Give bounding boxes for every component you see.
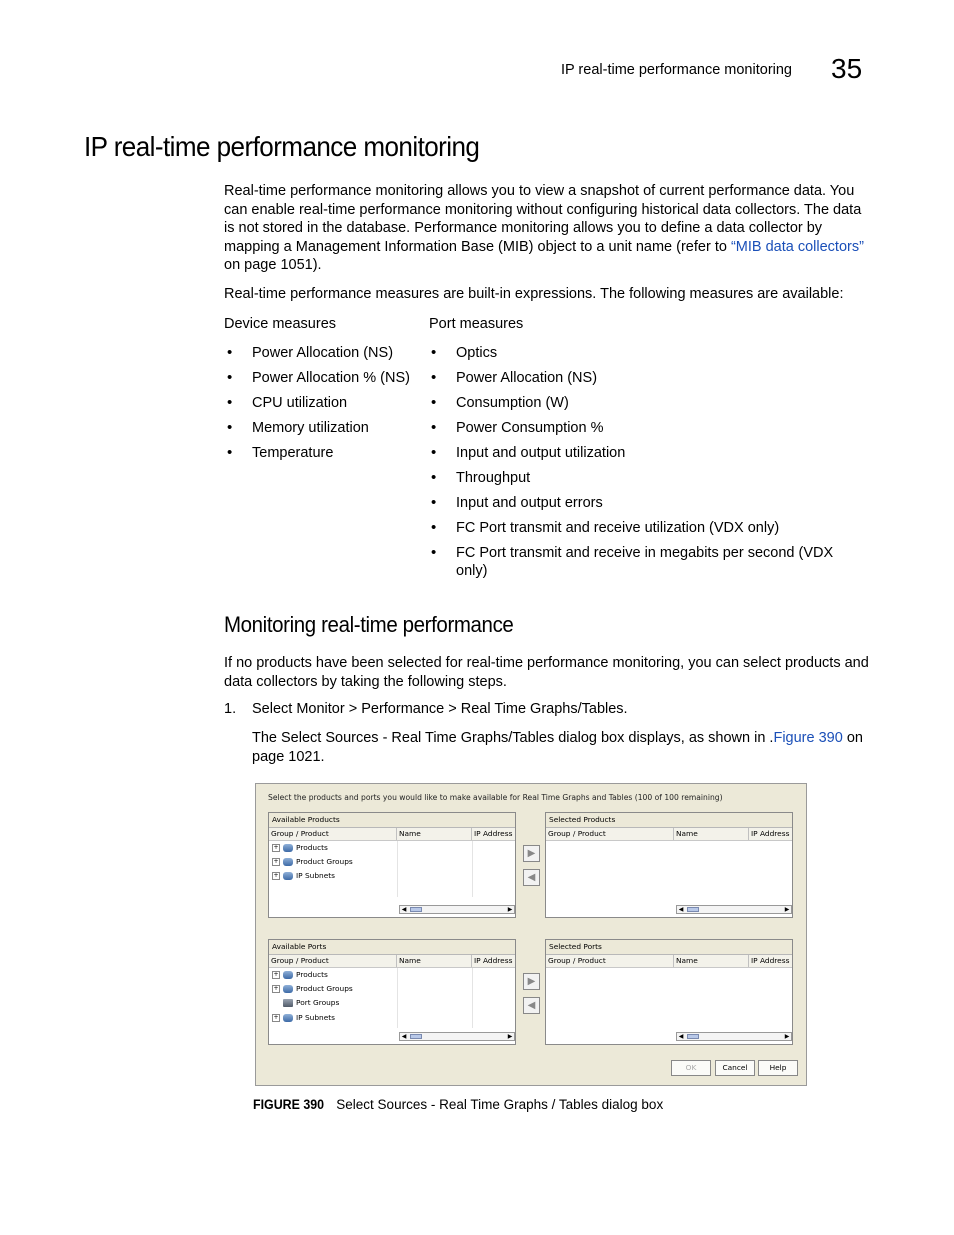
available-ports-panel xyxy=(268,939,516,1045)
port-measures-heading: Port measures xyxy=(429,316,524,332)
step-1 xyxy=(224,701,628,717)
column-header-ip-address[interactable]: IP Address xyxy=(751,829,790,838)
scroll-right-icon[interactable]: ▶ xyxy=(784,906,790,913)
scroll-right-icon[interactable]: ▶ xyxy=(507,1033,513,1040)
note-text: on page 1021. xyxy=(252,730,863,765)
list-item: • Temperature xyxy=(224,444,424,462)
column-header-name[interactable]: Name xyxy=(397,955,472,967)
tree-node-products[interactable] xyxy=(269,841,515,855)
dialog-name: Select Sources - Real Time Graphs/Tables xyxy=(281,730,555,746)
cancel-button[interactable]: Cancel xyxy=(715,1060,755,1076)
chapter-number: 35 xyxy=(831,53,863,84)
tree-list xyxy=(546,968,792,1024)
figure-label: FIGURE 390 xyxy=(253,1097,325,1112)
scroll-left-icon[interactable]: ◀ xyxy=(678,1033,684,1040)
running-head: IP real-time performance monitoring xyxy=(560,62,792,78)
step-end: . xyxy=(623,701,628,717)
intro-text: Real-time performance monitoring allows you to view a snapshot of current performance data. You can enable real-time performance monitoring without configuring historical data collectors. The data is not stored in the database. Performance monitoring allows you to define a data collector by mapping a Management Information Base (MIB) object to a unit name (refer to xyxy=(224,183,862,255)
tree-node-product-groups[interactable] xyxy=(269,855,515,869)
list-item: • Input and output utilization xyxy=(428,444,848,462)
note-text: The xyxy=(252,730,282,746)
figure-caption-text: Select Sources - Real Time Graphs / Tables dialog box xyxy=(336,1097,664,1112)
tree-list xyxy=(546,841,792,897)
scroll-left-icon[interactable]: ◀ xyxy=(401,906,407,913)
product-icon xyxy=(283,844,293,852)
tree-node-label: Product Groups xyxy=(296,984,353,994)
column-header-group-product[interactable]: Group / Product xyxy=(269,955,397,967)
step-number: 1. xyxy=(224,701,237,717)
horizontal-scrollbar[interactable] xyxy=(399,1032,515,1041)
available-products-panel xyxy=(268,812,516,918)
scroll-left-icon[interactable]: ◀ xyxy=(678,906,684,913)
figure-390-link[interactable]: Figure 390 xyxy=(773,730,843,746)
column-header-group-product[interactable]: Group / Product xyxy=(546,828,674,840)
list-item: • FC Port transmit and receive in megabits per second (VDX only) xyxy=(428,544,848,580)
expand-icon[interactable]: + xyxy=(273,844,279,852)
tree-line-icon xyxy=(272,999,280,1007)
subnet-icon xyxy=(283,1014,293,1022)
expand-icon[interactable]: + xyxy=(273,971,279,979)
tree-node-ip-subnets[interactable] xyxy=(269,1011,515,1025)
page-title: IP real-time performance monitoring xyxy=(84,131,480,162)
tree-list xyxy=(269,841,515,897)
tree-node-label: Port Groups xyxy=(296,998,340,1008)
column-header-group-product[interactable]: Group / Product xyxy=(269,828,397,840)
scroll-left-icon[interactable]: ◀ xyxy=(401,1033,407,1040)
panel-title: Selected Products xyxy=(546,813,792,828)
note-text: dialog box displays, as shown in . xyxy=(554,730,774,746)
scroll-thumb[interactable] xyxy=(687,907,699,912)
product-group-icon xyxy=(283,985,293,993)
dialog-instruction: Select the products and ports you would like to make available for Real Time Graphs and Tables (100 of 100 remaining) xyxy=(268,793,723,802)
scroll-thumb[interactable] xyxy=(687,1034,699,1039)
tree-node-label: IP Subnets xyxy=(296,1012,336,1022)
device-measures-heading: Device measures xyxy=(224,316,337,332)
scroll-right-icon[interactable]: ▶ xyxy=(784,1033,790,1040)
tree-node-label: Product Groups xyxy=(296,857,353,867)
step-note xyxy=(252,729,872,766)
column-header-ip-address[interactable]: IP Address xyxy=(751,956,790,965)
scroll-right-icon[interactable]: ▶ xyxy=(507,906,513,913)
port-measures-list xyxy=(428,344,848,587)
expand-icon[interactable]: + xyxy=(273,872,279,880)
expand-icon[interactable]: + xyxy=(273,1013,279,1021)
scroll-thumb[interactable] xyxy=(410,907,422,912)
figure-caption xyxy=(253,1097,663,1112)
selected-ports-panel xyxy=(545,939,793,1045)
select-sources-dialog xyxy=(255,783,807,1086)
section-title: Monitoring real-time performance xyxy=(224,612,514,637)
list-item: • Memory utilization xyxy=(224,419,424,437)
tree-node-products[interactable] xyxy=(269,968,515,982)
column-header-name[interactable]: Name xyxy=(674,955,749,967)
panel-title: Selected Ports xyxy=(546,940,792,955)
column-header-name[interactable]: Name xyxy=(397,828,472,840)
tree-list xyxy=(269,968,515,1028)
tree-node-label: Products xyxy=(296,970,328,980)
mib-data-collectors-link[interactable]: “MIB data collectors” xyxy=(730,238,864,255)
column-headers xyxy=(269,955,515,968)
tree-node-port-groups[interactable] xyxy=(269,996,515,1010)
tree-node-label: Products xyxy=(296,843,328,853)
tree-node-label: IP Subnets xyxy=(296,871,336,881)
add-port-arrow-button[interactable]: ▶ xyxy=(523,973,540,990)
list-item: • Throughput xyxy=(428,469,848,487)
list-item: • Power Allocation (NS) xyxy=(428,369,848,387)
tree-node-product-groups[interactable] xyxy=(269,982,515,996)
step-text: Select xyxy=(252,701,297,717)
port-group-icon xyxy=(283,999,293,1007)
remove-port-arrow-button[interactable]: ◀ xyxy=(523,997,540,1014)
device-measures-list xyxy=(224,344,424,469)
ok-button[interactable]: OK xyxy=(671,1060,711,1076)
horizontal-scrollbar[interactable] xyxy=(676,1032,792,1041)
column-headers xyxy=(546,828,792,841)
expand-icon[interactable]: + xyxy=(273,858,279,866)
horizontal-scrollbar[interactable] xyxy=(399,905,515,914)
product-icon xyxy=(283,971,293,979)
product-group-icon xyxy=(283,858,293,866)
list-item: • Consumption (W) xyxy=(428,394,848,412)
section-intro: If no products have been selected for real-time performance monitoring, you can select products and data collectors by taking the following steps. xyxy=(224,655,869,690)
list-item: • Power Consumption % xyxy=(428,419,848,437)
measures-intro: Real-time performance measures are built-in expressions. The following measures are available: xyxy=(224,286,844,302)
column-header-ip-address[interactable]: IP Address xyxy=(474,956,513,965)
tree-node-ip-subnets[interactable] xyxy=(269,869,515,883)
horizontal-scrollbar[interactable] xyxy=(676,905,792,914)
list-item: • FC Port transmit and receive utilization (VDX only) xyxy=(428,519,848,537)
help-button[interactable]: Help xyxy=(758,1060,798,1076)
selected-products-panel xyxy=(545,812,793,918)
column-headers xyxy=(546,955,792,968)
intro-paragraph xyxy=(224,182,869,275)
column-header-ip-address[interactable]: IP Address xyxy=(474,829,513,838)
column-headers xyxy=(269,828,515,841)
list-item: • CPU utilization xyxy=(224,394,424,412)
subnet-icon xyxy=(283,872,293,880)
panel-title: Available Ports xyxy=(269,940,515,955)
list-item: • Power Allocation (NS) xyxy=(224,344,424,362)
panel-title: Available Products xyxy=(269,813,515,828)
intro-text-end: on page 1051). xyxy=(224,257,322,274)
list-item: • Optics xyxy=(428,344,848,362)
expand-icon[interactable]: + xyxy=(273,985,279,993)
remove-product-arrow-button[interactable]: ◀ xyxy=(523,869,540,886)
column-header-name[interactable]: Name xyxy=(674,828,749,840)
list-item: • Power Allocation % (NS) xyxy=(224,369,424,387)
column-header-group-product[interactable]: Group / Product xyxy=(546,955,674,967)
list-item: • Input and output errors xyxy=(428,494,848,512)
menu-path: Monitor > Performance > Real Time Graphs/Tables xyxy=(296,701,624,717)
scroll-thumb[interactable] xyxy=(410,1034,422,1039)
add-product-arrow-button[interactable]: ▶ xyxy=(523,845,540,862)
